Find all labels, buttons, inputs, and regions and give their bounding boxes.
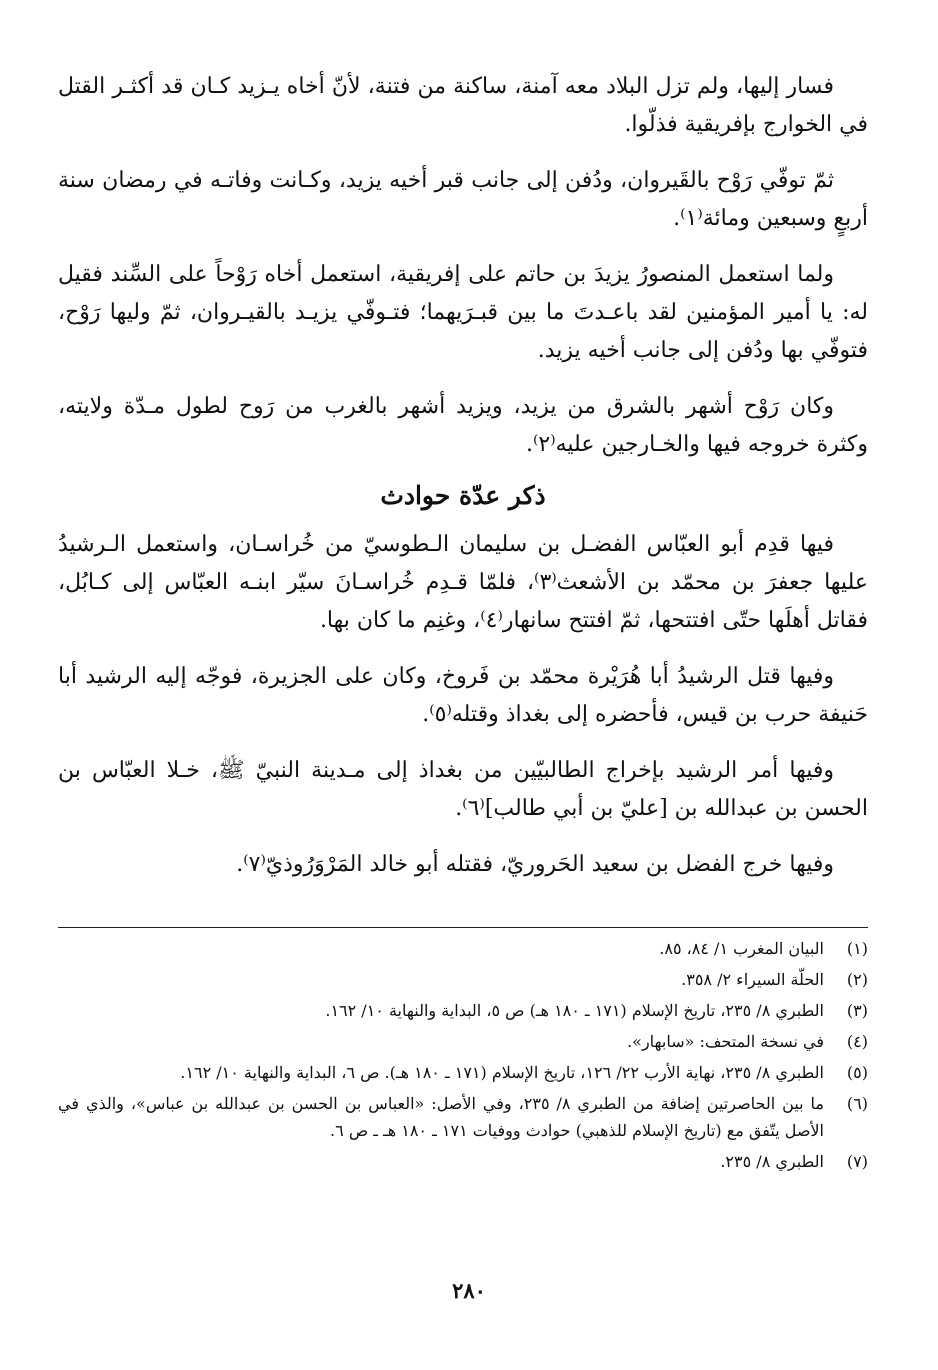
footnote-item: [58, 935, 868, 962]
footnote-item: [58, 1028, 868, 1055]
footnote-number: (٣): [846, 1001, 868, 1020]
paragraph-3: ولما استعمل المنصورُ يزيدَ بن حاتم على إفريقية، استعمل أخاه رَوْحاً على السِّند فقيل له: يا أمير المؤمنين لقد باعـدتَ ما بين قبـرَيهما؛ فتـوفّي يزيـد بالقيـروان، ثمّ وليها رَوْح، فتوفّي بها ودُفن إلى جانب أخيه يزيد.: [58, 262, 868, 363]
footnote-number: (١): [846, 939, 868, 958]
footnote-text: في نسخة المتحف: «سابهار».: [627, 1032, 824, 1051]
paragraph-1: فسار إليها، ولم تزل البلاد معه آمنة، ساكنة من فتنة، لأنّ أخاه يـزيد كـان قد أكثـر القتل في الخوارج بإفريقية فذلّوا.: [58, 74, 868, 137]
footnote-number: (٥): [846, 1063, 868, 1082]
page-number: ٢٨٠: [452, 1278, 486, 1303]
footnote-text: الطبري ٨/ ٢٣٥، نهاية الأرب ٢٢/ ١٢٦، تاريخ الإسلام (١٧١ ـ ١٨٠ هـ). ص ٦، البداية والنهاية ١٠/ ١٦٢.: [180, 1063, 824, 1082]
footnote-divider: [58, 927, 868, 928]
footnote-number: (٢): [846, 970, 868, 989]
paragraph-4: وكان رَوْح أشهر بالشرق من يزيد، ويزيد أشهر بالغرب من رَوح لطول مـدّة ولايته، وكثرة خروجه فيها والخـارجين عليه⁽٢⁾.: [58, 394, 868, 457]
footnote-number: (٧): [846, 1152, 868, 1171]
footnote-text: الطبري ٨/ ٢٣٥، تاريخ الإسلام (١٧١ ـ ١٨٠ هـ) ص ٥، البداية والنهاية ١٠/ ١٦٢.: [325, 1001, 824, 1020]
paragraph-7: وفيها أمر الرشيد بإخراج الطالبيّين من بغداذ إلى مـدينة النبيّ ﷺ، خـلا العبّاس بن الحسن بن عبدالله بن [عليّ بن أبي طالب]⁽٦⁾.: [58, 758, 868, 821]
main-text: [58, 68, 868, 902]
footnote-item: [58, 1090, 868, 1144]
footnotes: [58, 935, 868, 1179]
footnote-text: الحلّة السيراء ٢/ ٣٥٨.: [681, 970, 824, 989]
footnote-item: [58, 1148, 868, 1175]
footnote-text: ما بين الحاصرتين إضافة من الطبري ٨/ ٢٣٥، وفي الأصل: «العباس بن الحسن بن عبدالله بن عباس»، والذي في الأصل يتّفق مع (تاريخ الإسلام للذهبي) حوادث ووفيات ١٧١ ـ ١٨٠ هـ ـ ص ٦.: [58, 1094, 824, 1140]
footnote-number: (٦): [846, 1094, 868, 1113]
footnote-item: [58, 1059, 868, 1086]
footnote-item: [58, 997, 868, 1024]
paragraph-5: فيها قدِم أبو العبّاس الفضـل بن سليمان الـطوسيّ من خُراسـان، واستعمل الـرشيدُ عليها جعفرَ بن محمّد بن الأشعث⁽٣⁾، فلمّا قـدِم خُراسـانَ سيّر ابنـه العبّاس إلى كـابُل، فقاتل أهلَها حتّى افتتحها، ثمّ افتتح سانهار⁽٤⁾، وغنِم ما كان بها.: [58, 532, 868, 633]
footnote-number: (٤): [846, 1032, 868, 1051]
section-heading: ذكر عدّة حوادث: [380, 481, 546, 510]
paragraph-8: وفيها خرج الفضل بن سعيد الحَروريّ، فقتله أبو خالد المَرْوَرُوذيّ⁽٧⁾.: [236, 852, 834, 877]
paragraph-2: ثمّ توفّي رَوْح بالقَيروان، ودُفن إلى جانب قبر أخيه يزيد، وكـانت وفاتـه في رمضان سنة أربعٍ وسبعين ومائة⁽١⁾.: [58, 168, 868, 231]
footnote-item: [58, 966, 868, 993]
footnote-text: الطبري ٨/ ٢٣٥.: [720, 1152, 824, 1171]
footnote-text: البيان المغرب ١/ ٨٤، ٨٥.: [659, 939, 824, 958]
paragraph-6: وفيها قتل الرشيدُ أبا هُرَيْرة محمّد بن فَروخ، وكان على الجزيرة، فوجّه إليه الرشيد أبا حَنيفة حرب بن قيس، فأحضره إلى بغداذ وقتله⁽٥⁾.: [58, 664, 868, 727]
